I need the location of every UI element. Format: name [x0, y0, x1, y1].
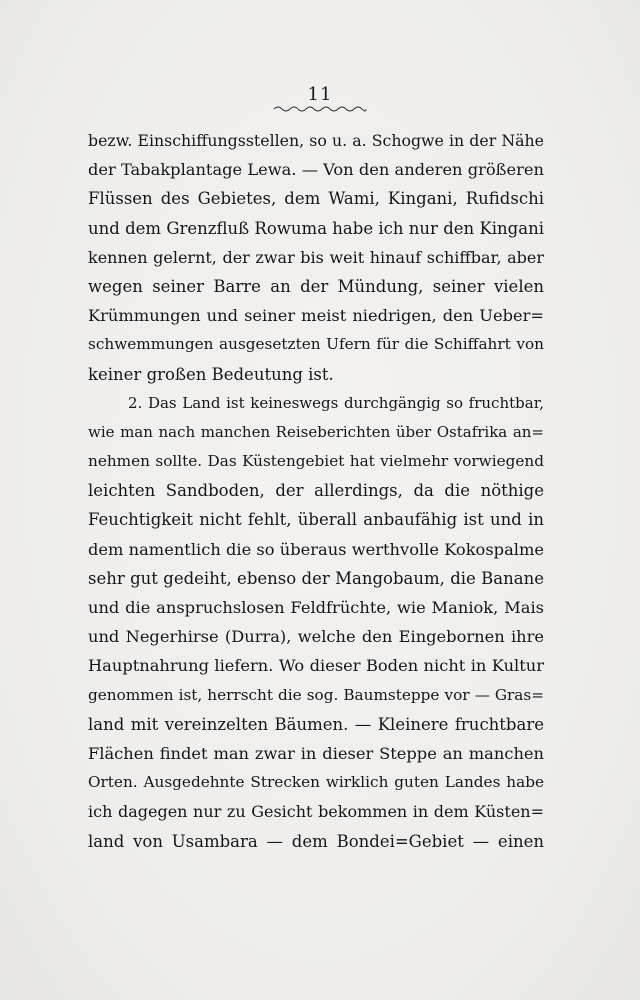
text-line: schwemmungen ausgesetzten Ufern für die Schiffahrt von	[88, 335, 544, 354]
text-line: nehmen sollte. Das Küstengebiet hat vielmehr vorwiegend	[88, 452, 544, 471]
text-line: Flüssen des Gebietes, dem Wami, Kingani, Rufidschi	[88, 189, 544, 209]
text-line: land von Usambara — dem Bondei=Gebiet — einen	[88, 831, 544, 851]
text-line: genommen ist, herrscht die sog. Baumsteppe vor — Gras=	[88, 685, 544, 704]
paragraph-1	[88, 126, 544, 389]
body-text	[88, 126, 544, 856]
text-line: bezw. Einschiffungsstellen, so u. a. Schogwe in der Nähe	[88, 131, 544, 150]
text-line: und die anspruchslosen Feldfrüchte, wie Maniok, Mais	[88, 598, 544, 617]
text-line: ich dagegen nur zu Gesicht bekommen in dem Küsten=	[88, 802, 544, 822]
text-line: Feuchtigkeit nicht fehlt, überall anbaufähig ist und in	[88, 510, 544, 530]
paragraph-2	[88, 389, 544, 856]
page-number: 11	[307, 84, 333, 105]
text-line: Orten. Ausgedehnte Strecken wirklich guten Landes habe	[88, 773, 544, 792]
text-line: wegen seiner Barre an der Mündung, seiner vielen	[88, 276, 544, 296]
text-line: dem namentlich die so überaus werthvolle Kokospalme	[88, 539, 544, 559]
text-line: keiner großen Bedeutung ist.	[88, 364, 334, 384]
text-line: kennen gelernt, der zwar bis weit hinauf schiffbar, aber	[88, 247, 544, 267]
text-line: 2. Das Land ist keineswegs durchgängig so fruchtbar,	[128, 393, 544, 412]
text-line: und dem Grenzfluß Rowuma habe ich nur den Kingani	[88, 218, 544, 238]
text-line: land mit vereinzelten Bäumen. — Kleinere fruchtbare	[88, 714, 544, 734]
text-line: sehr gut gedeiht, ebenso der Mangobaum, die Banane	[88, 568, 544, 588]
text-line: der Tabakplantage Lewa. — Von den anderen größeren	[88, 160, 544, 180]
text-line: Flächen findet man zwar in dieser Steppe an manchen	[88, 743, 544, 763]
text-line: Krümmungen und seiner meist niedrigen, den Ueber=	[88, 306, 544, 326]
text-line: Hauptnahrung liefern. Wo dieser Boden nicht in Kultur	[88, 656, 544, 676]
text-line: leichten Sandboden, der allerdings, da die nöthige	[88, 481, 544, 501]
text-line: wie man nach manchen Reiseberichten über Ostafrika an=	[88, 422, 544, 441]
text-line: und Negerhirse (Durra), welche den Eingebornen ihre	[88, 627, 544, 647]
wavy-rule-ornament	[272, 104, 368, 114]
